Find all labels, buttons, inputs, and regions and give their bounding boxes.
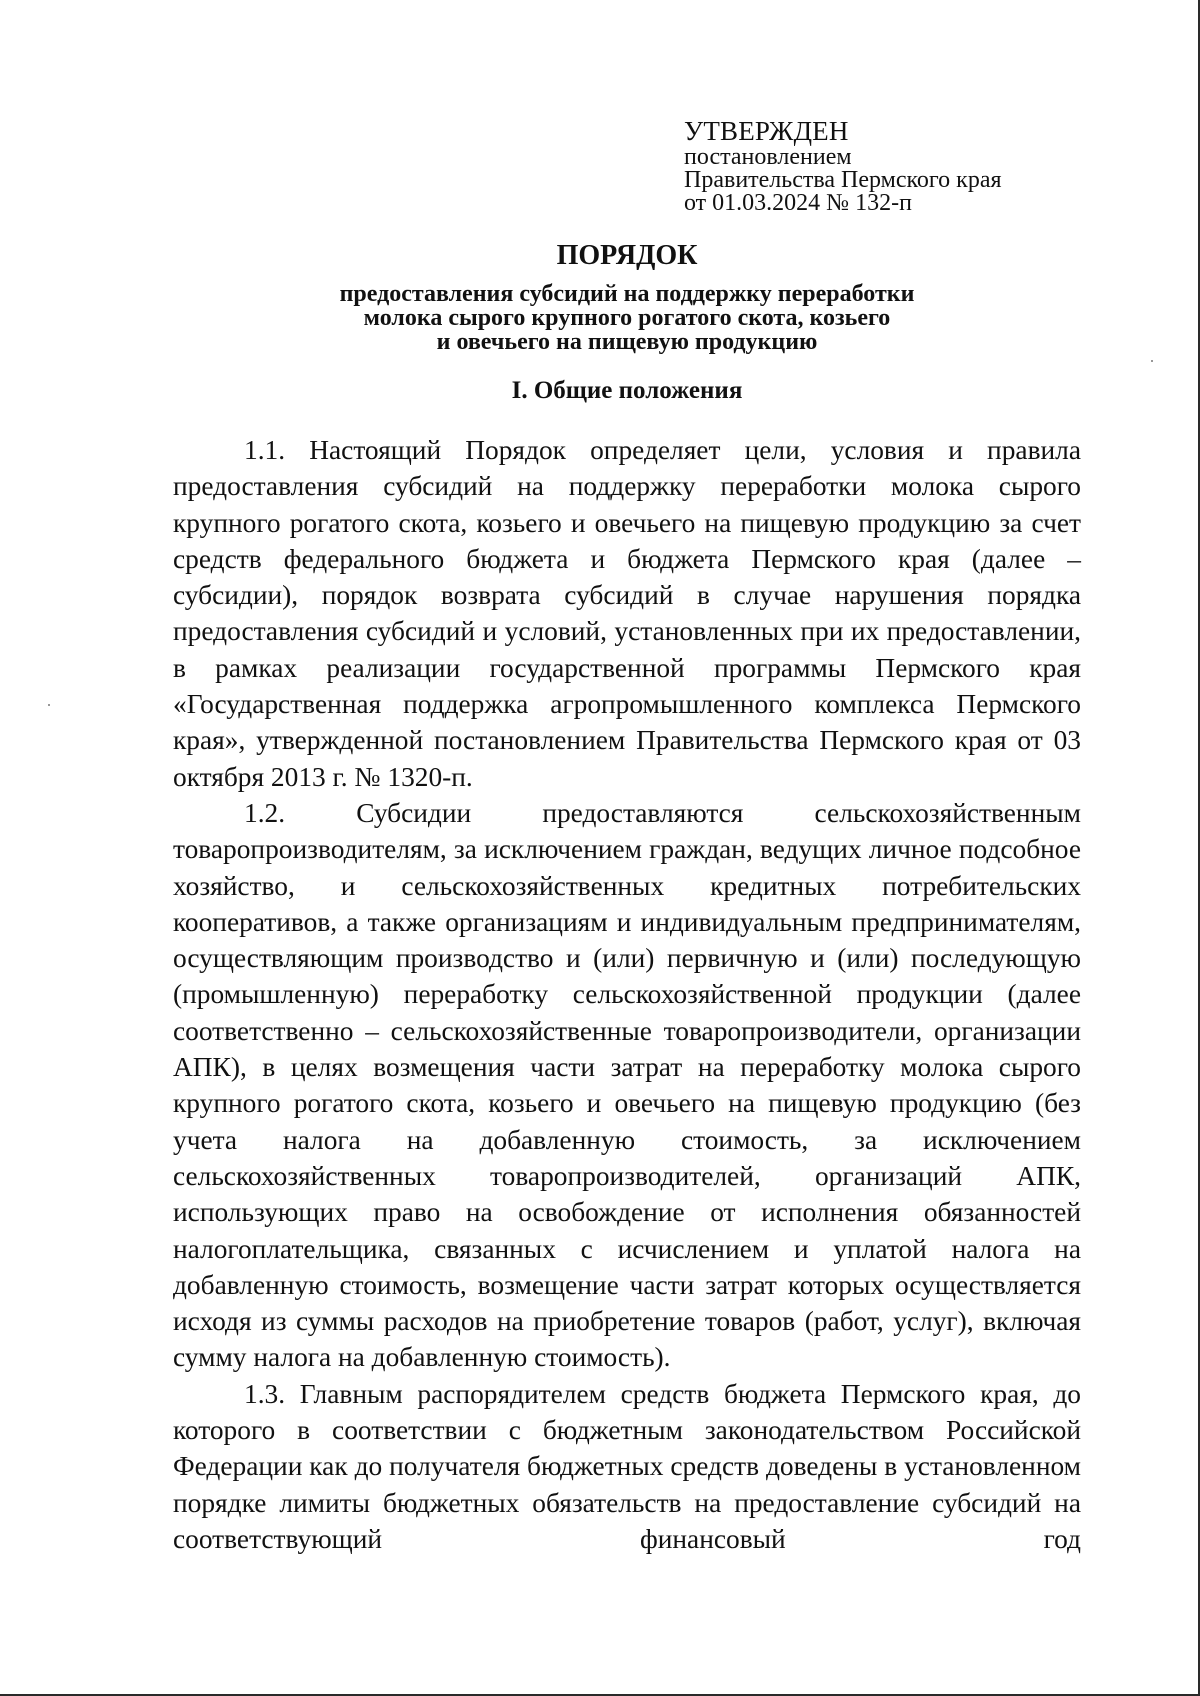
section-heading: I. Общие положения: [511, 377, 743, 404]
document-body: [173, 432, 1081, 1557]
subtitle-line: предоставления субсидий на поддержку переработки: [339, 281, 915, 307]
scan-speck: [1151, 360, 1153, 362]
subtitle-line: молока сырого крупного рогатого скота, козьего: [363, 305, 891, 331]
approval-stamp: [684, 116, 1104, 215]
subtitle-line: и овечьего на пищевую продукцию: [436, 329, 818, 355]
document-subtitle: [0, 282, 1200, 354]
paragraph-1-1: 1.1. Настоящий Порядок определяет цели, условия и правила предоставления субсидий на поддержку переработки молока сырого крупного рогатого скота, козьего и овечьего на пищевую продукцию за счет средств федерального бюджета и бюджета Пермского края (далее – субсидии), порядок возврата субсидий в случае нарушения порядка предоставления субсидий и условий, установленных при их предоставлении, в рамках реализации государственной программы Пермского края «Государственная поддержка агропромышленного комплекса Пермского края», утвержденной постановлением Правительства Пермского края от 03 октября 2013 г. № 1320-п.: [173, 435, 1081, 792]
document-title: ПОРЯДОК: [556, 240, 698, 271]
approval-line-government: Правительства Пермского края: [684, 167, 1002, 193]
paragraph-1-2: 1.2. Субсидии предоставляются сельскохозяйственным товаропроизводителям, за исключением граждан, ведущих личное подсобное хозяйство, и сельскохозяйственных кредитных потребительских кооперативов, а также организациям и индивидуальным предпринимателям, осуществляющим производство и (или) первичную и (или) последующую (промышленную) переработку сельскохозяйственной продукции (далее соответственно – сельскохозяйственные товаропроизводители, организации АПК), в целях возмещения части затрат на переработку молока сырого крупного рогатого скота, козьего и овечьего на пищевую продукцию (без учета налога на добавленную стоимость, за исключением сельскохозяйственных товаропроизводителей, организаций АПК, использующих право на освобождение от исполнения обязанностей налогоплательщика, связанных с исчислением и уплатой налога на добавленную стоимость, возмещение части затрат которых осуществляется исходя из суммы расходов на приобретение товаров (работ, услуг), включая сумму налога на добавленную стоимость).: [173, 797, 1081, 1373]
approval-line-decree: постановлением: [684, 144, 852, 170]
approval-line-date-number: от 01.03.2024 № 132-п: [684, 190, 912, 216]
approval-title: УТВЕРЖДЕН: [684, 116, 849, 146]
paragraph-1-3: 1.3. Главным распорядителем средств бюджета Пермского края, до которого в соответствии с бюджетным законодательством Российской Федерации как до получателя бюджетных средств доведены в установленном порядке лимиты бюджетных обязательств на предоставление субсидий на соответствующий финансовый год: [173, 1378, 1081, 1554]
scan-speck: [48, 704, 50, 706]
